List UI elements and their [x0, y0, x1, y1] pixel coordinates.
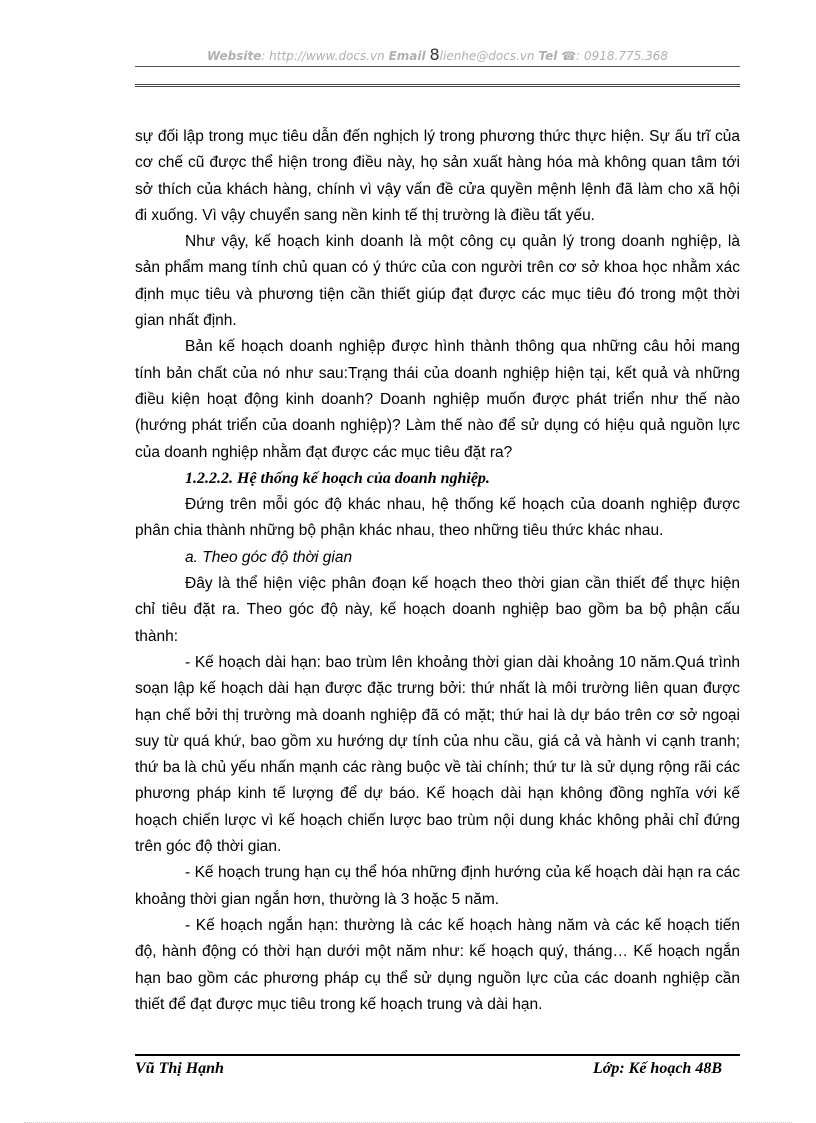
- footer-author: Vũ Thị Hạnh: [135, 1060, 224, 1077]
- page-bottom-edge: [24, 1114, 792, 1123]
- section-heading: 1.2.2.2. Hệ thống kế hoạch của doanh nghiệp.: [185, 469, 490, 487]
- footer-rule: [135, 1054, 740, 1056]
- subsection-heading: a. Theo góc độ thời gian: [185, 548, 353, 566]
- phone-icon: ☎: [561, 49, 577, 63]
- tel-value: : 0918.775.368: [576, 49, 668, 63]
- footer-class: Lớp: Kế hoạch 48B: [592, 1060, 722, 1077]
- email-value: lienhe@docs.vn: [439, 49, 535, 63]
- page-header: [135, 45, 740, 64]
- website-value: : http://www.docs.vn: [261, 49, 385, 63]
- document-body: [135, 124, 740, 1018]
- list-item: - Kế hoạch trung hạn cụ thể hóa những định hướng của kế hoạch dài hạn ra các khoảng thời gian ngắn hơn, thường là 3 hoặc 5 năm.: [135, 864, 740, 908]
- email-label: Email: [388, 49, 426, 63]
- website-label: Website: [207, 49, 262, 63]
- paragraph: Đứng trên mỗi góc độ khác nhau, hệ thống kế hoạch của doanh nghiệp được phân chia thành những bộ phận khác nhau, theo những tiêu thức khác nhau.: [135, 496, 740, 540]
- page-number: 8: [429, 45, 440, 64]
- paragraph: sự đối lập trong mục tiêu dẫn đến nghịch lý trong phương thức thực hiện. Sự ấu trĩ của cơ chế cũ được thể hiện trong điều này, họ sản xuất hàng hóa mà không quan tâm tới sở thích của khách hàng, chính vì vậy vấn đề cửa quyền mệnh lệnh đã làm cho xã hội đi xuống. Vì vậy chuyển sang nền kinh tế thị trường là điều tất yếu.: [135, 128, 740, 224]
- list-item: - Kế hoạch ngắn hạn: thường là các kế hoạch hàng năm và các kế hoạch tiến độ, hành động có thời hạn dưới một năm như: kế hoạch quý, tháng… Kế hoạch ngắn hạn bao gồm các phương pháp cụ thể sử dụng nguồn lực của các doanh nghiệp cần thiết để đạt được mục tiêu trong kế hoạch trung và dài hạn.: [135, 916, 740, 1013]
- header-rule-thin: [135, 66, 740, 67]
- header-rule-double: [135, 84, 740, 87]
- paragraph: Như vậy, kế hoạch kinh doanh là một công cụ quản lý trong doanh nghiệp, là sản phẩm mang tính chủ quan có ý thức của con người trên cơ sở khoa học nhằm xác định mục tiêu và phương tiện cần thiết giúp đạt được các mục tiêu đó trong một thời gian nhất định.: [135, 233, 740, 330]
- tel-label: Tel: [538, 49, 558, 63]
- list-item: - Kế hoạch dài hạn: bao trùm lên khoảng thời gian dài khoảng 10 năm.Quá trình soạn lập kế hoạch dài hạn được đặc trưng bởi: thứ nhất là môi trường liên quan được hạn chế bởi thị trường mà doanh nghiệp đã có mặt; thứ hai là dự báo trên cơ sở ngoại suy từ quá khứ, bao gồm xu hướng dự tính của nhu cầu, giá cả và hành vi cạnh tranh; thứ ba là chủ yếu nhấn mạnh các ràng buộc về tài chính; thứ tư là sử dụng rộng rãi các phương pháp kinh tế lượng để dự báo. Kế hoạch dài hạn không đồng nghĩa với kế hoạch chiến lược vì kế hoạch chiến lược bao trùm nội dung khác không phải chỉ đứng trên góc độ thời gian.: [135, 653, 740, 856]
- paragraph: Đây là thể hiện việc phân đoạn kế hoạch theo thời gian cần thiết để thực hiện chỉ tiêu đặt ra. Theo góc độ này, kế hoạch doanh nghiệp bao gồm ba bộ phận cấu thành:: [135, 575, 740, 645]
- paragraph: Bản kế hoạch doanh nghiệp được hình thành thông qua những câu hỏi mang tính bản chất của nó như sau:Trạng thái của doanh nghiệp hiện tại, kết quả và những điều kiện hoạt động kinh doanh? Doanh nghiệp muốn được phát triển như thế nào (hướng phát triển của doanh nghiệp)? Làm thế nào để sử dụng có hiệu quả nguồn lực của doanh nghiệp nhằm đạt được các mục tiêu đặt ra?: [135, 338, 740, 461]
